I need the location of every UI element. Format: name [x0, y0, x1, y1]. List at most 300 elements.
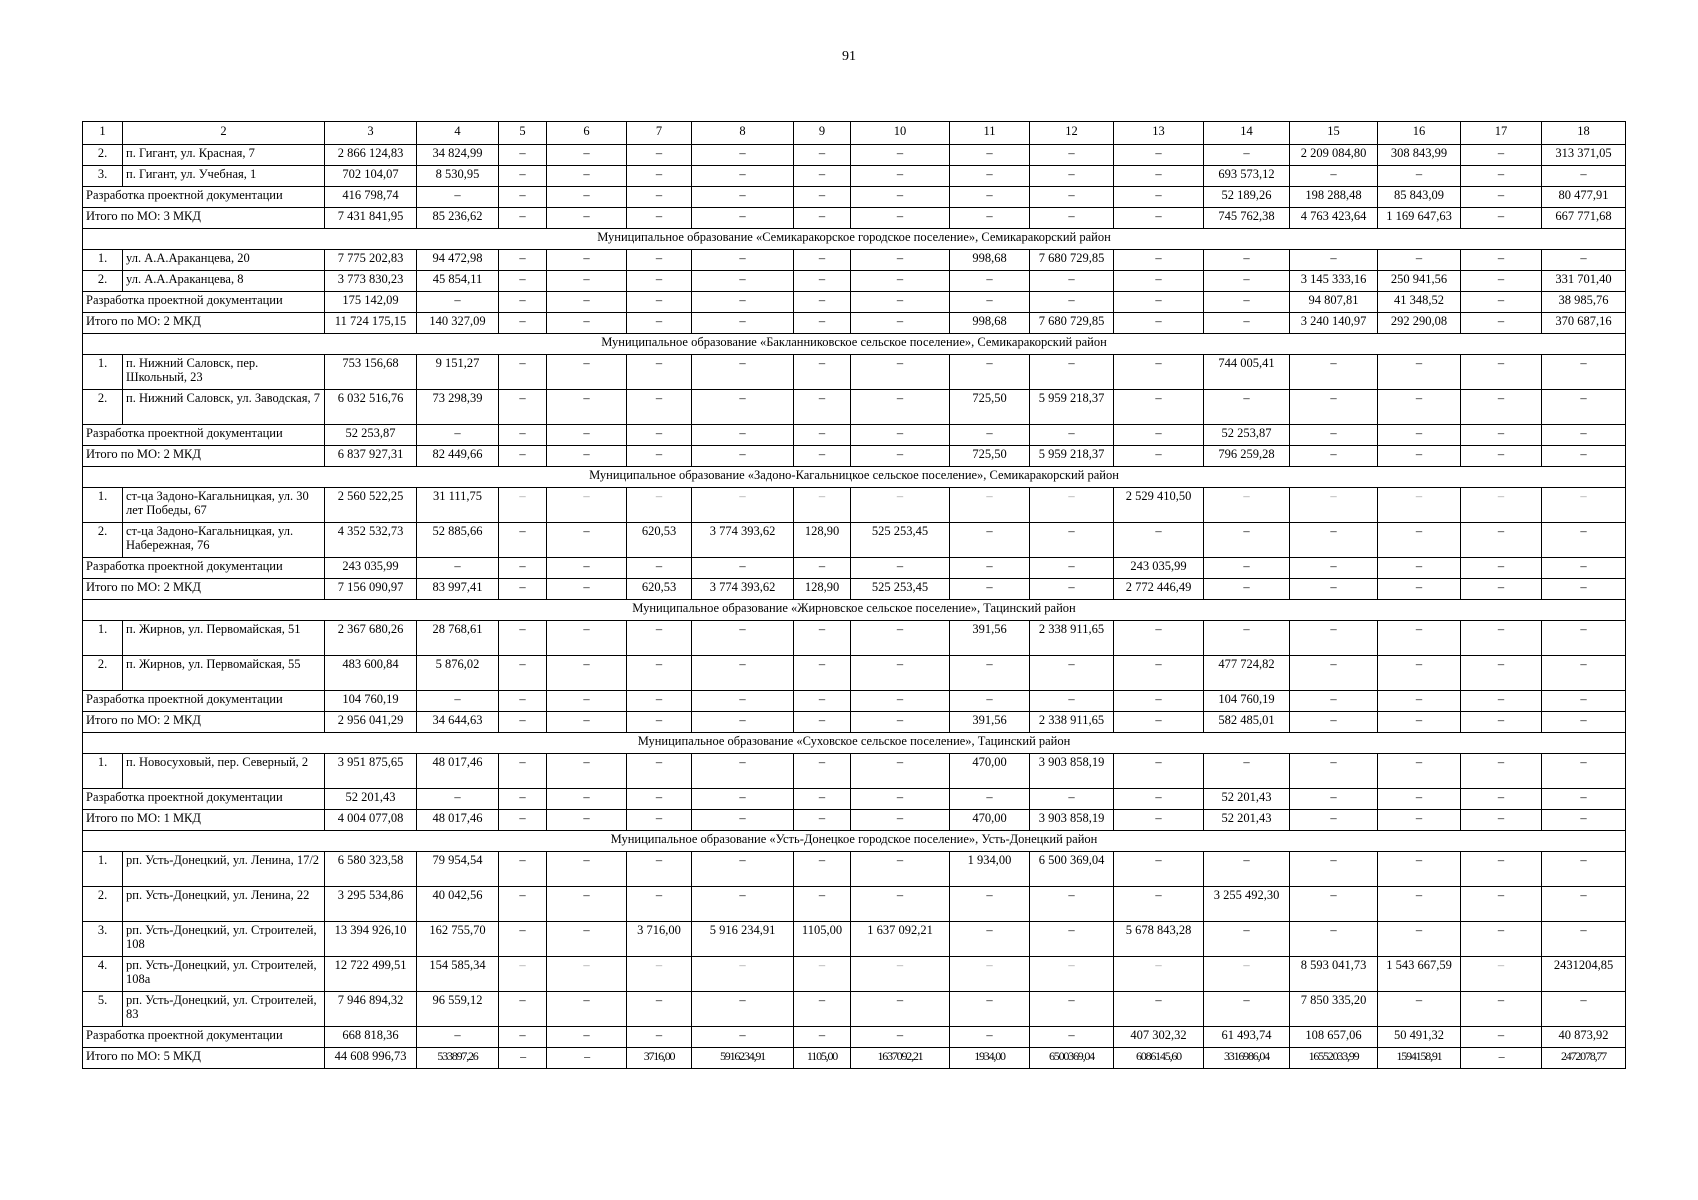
value-cell: –	[499, 355, 547, 390]
row-number: 1.	[83, 488, 123, 523]
value-cell: –	[950, 558, 1030, 579]
value-cell: –	[1290, 166, 1378, 187]
value-cell: –	[851, 656, 950, 691]
row-number: 3.	[83, 922, 123, 957]
value-cell: –	[851, 558, 950, 579]
municipality-title: Муниципальное образование «Жирновское сельское поселение», Тацинский район	[83, 600, 1626, 621]
value-cell: –	[794, 992, 851, 1027]
value-cell: –	[692, 145, 794, 166]
value-cell: –	[547, 271, 627, 292]
value-cell: 7 680 729,85	[1030, 250, 1114, 271]
value-cell: –	[1542, 446, 1626, 467]
value-cell: 620,53	[627, 523, 692, 558]
value-cell: –	[794, 488, 851, 523]
value-cell: 3 951 875,65	[325, 754, 417, 789]
value-cell: –	[1542, 712, 1626, 733]
value-cell: 2 367 680,26	[325, 621, 417, 656]
value-cell: –	[794, 810, 851, 831]
row-number: 2.	[83, 656, 123, 691]
value-cell: 2 956 041,29	[325, 712, 417, 733]
row-number: 2.	[83, 145, 123, 166]
value-cell: –	[950, 656, 1030, 691]
value-cell: –	[499, 313, 547, 334]
value-cell: –	[499, 390, 547, 425]
value-cell: 16552033,99	[1290, 1048, 1378, 1069]
value-cell: 85 236,62	[417, 208, 499, 229]
value-cell: –	[794, 957, 851, 992]
summary-row	[83, 425, 1626, 446]
value-cell: –	[950, 523, 1030, 558]
value-cell: 50 491,32	[1378, 1027, 1461, 1048]
column-number: 6	[547, 122, 627, 145]
value-cell: 525 253,45	[851, 523, 950, 558]
value-cell: –	[1542, 390, 1626, 425]
value-cell: –	[1378, 446, 1461, 467]
column-number: 1	[83, 122, 123, 145]
summary-label: Разработка проектной документации	[83, 789, 325, 810]
value-cell: –	[692, 292, 794, 313]
value-cell: –	[1114, 523, 1204, 558]
value-cell: –	[417, 558, 499, 579]
value-cell: 243 035,99	[1114, 558, 1204, 579]
value-cell: 44 608 996,73	[325, 1048, 417, 1069]
value-cell: 2431204,85	[1542, 957, 1626, 992]
value-cell: –	[1290, 621, 1378, 656]
building-address: ст-ца Задоно-Кагальницкая, ул. Набережная, 76	[123, 523, 325, 558]
building-address: п. Жирнов, ул. Первомайская, 51	[123, 621, 325, 656]
value-cell: 1 934,00	[950, 852, 1030, 887]
value-cell: –	[627, 810, 692, 831]
value-cell: –	[1204, 621, 1290, 656]
value-cell: –	[499, 852, 547, 887]
value-cell: –	[1542, 558, 1626, 579]
value-cell: –	[1461, 789, 1542, 810]
row-number: 2.	[83, 523, 123, 558]
value-cell: –	[851, 992, 950, 1027]
value-cell: –	[692, 691, 794, 712]
value-cell: –	[1461, 390, 1542, 425]
table-row	[83, 250, 1626, 271]
value-cell: 52 253,87	[1204, 425, 1290, 446]
value-cell: –	[627, 425, 692, 446]
value-cell: –	[1114, 208, 1204, 229]
value-cell: 582 485,01	[1204, 712, 1290, 733]
value-cell: 998,68	[950, 250, 1030, 271]
value-cell: –	[950, 579, 1030, 600]
value-cell: –	[547, 208, 627, 229]
value-cell: 13 394 926,10	[325, 922, 417, 957]
value-cell: 3316986,04	[1204, 1048, 1290, 1069]
value-cell: 998,68	[950, 313, 1030, 334]
value-cell: –	[1114, 754, 1204, 789]
value-cell: 7 431 841,95	[325, 208, 417, 229]
value-cell: –	[1030, 992, 1114, 1027]
value-cell: –	[851, 957, 950, 992]
value-cell: –	[417, 691, 499, 712]
value-cell: –	[851, 292, 950, 313]
value-cell: –	[1542, 789, 1626, 810]
value-cell: 533897,26	[417, 1048, 499, 1069]
column-number: 3	[325, 122, 417, 145]
value-cell: –	[1204, 957, 1290, 992]
value-cell: –	[1378, 621, 1461, 656]
value-cell: 3 255 492,30	[1204, 887, 1290, 922]
value-cell: 5 876,02	[417, 656, 499, 691]
value-cell: –	[627, 621, 692, 656]
value-cell: –	[1204, 145, 1290, 166]
building-address: рп. Усть-Донецкий, ул. Строителей, 83	[123, 992, 325, 1027]
value-cell: –	[499, 754, 547, 789]
value-cell: –	[692, 852, 794, 887]
value-cell: 61 493,74	[1204, 1027, 1290, 1048]
table-row	[83, 922, 1626, 957]
value-cell: –	[1114, 187, 1204, 208]
value-cell: –	[851, 1027, 950, 1048]
value-cell: –	[950, 789, 1030, 810]
value-cell: 2 209 084,80	[1290, 145, 1378, 166]
value-cell: –	[627, 712, 692, 733]
summary-row	[83, 187, 1626, 208]
summary-row	[83, 1027, 1626, 1048]
value-cell: –	[1378, 390, 1461, 425]
value-cell: –	[794, 187, 851, 208]
value-cell: –	[1542, 523, 1626, 558]
value-cell: –	[1290, 250, 1378, 271]
value-cell: 3 774 393,62	[692, 579, 794, 600]
value-cell: –	[851, 208, 950, 229]
value-cell: –	[692, 957, 794, 992]
value-cell: –	[499, 887, 547, 922]
value-cell: 128,90	[794, 523, 851, 558]
value-cell: –	[1542, 656, 1626, 691]
value-cell: –	[547, 852, 627, 887]
summary-label: Разработка проектной документации	[83, 558, 325, 579]
value-cell: 331 701,40	[1542, 271, 1626, 292]
value-cell: 104 760,19	[325, 691, 417, 712]
value-cell: –	[692, 712, 794, 733]
value-cell: –	[1542, 852, 1626, 887]
value-cell: –	[1290, 656, 1378, 691]
summary-label: Итого по МО: 2 МКД	[83, 446, 325, 467]
column-number-row	[83, 122, 1626, 145]
value-cell: 407 302,32	[1114, 1027, 1204, 1048]
value-cell: 5 959 218,37	[1030, 390, 1114, 425]
value-cell: 108 657,06	[1290, 1027, 1378, 1048]
value-cell: 470,00	[950, 754, 1030, 789]
value-cell: –	[627, 187, 692, 208]
value-cell: –	[950, 271, 1030, 292]
value-cell: –	[499, 446, 547, 467]
summary-label: Итого по МО: 3 МКД	[83, 208, 325, 229]
value-cell: –	[692, 754, 794, 789]
value-cell: –	[950, 425, 1030, 446]
value-cell: 416 798,74	[325, 187, 417, 208]
value-cell: –	[1030, 1027, 1114, 1048]
value-cell: 313 371,05	[1542, 145, 1626, 166]
value-cell: 80 477,91	[1542, 187, 1626, 208]
value-cell: 4 004 077,08	[325, 810, 417, 831]
value-cell: –	[1461, 523, 1542, 558]
value-cell: 38 985,76	[1542, 292, 1626, 313]
value-cell: –	[499, 271, 547, 292]
column-number: 18	[1542, 122, 1626, 145]
value-cell: –	[1461, 1048, 1542, 1069]
value-cell: –	[794, 355, 851, 390]
value-cell: –	[1461, 355, 1542, 390]
value-cell: –	[1461, 957, 1542, 992]
value-cell: 48 017,46	[417, 754, 499, 789]
value-cell: –	[1378, 712, 1461, 733]
value-cell: –	[1030, 166, 1114, 187]
value-cell: –	[1461, 992, 1542, 1027]
value-cell: –	[547, 922, 627, 957]
value-cell: –	[851, 145, 950, 166]
value-cell: –	[499, 712, 547, 733]
summary-label: Итого по МО: 2 МКД	[83, 313, 325, 334]
value-cell: –	[547, 957, 627, 992]
value-cell: 477 724,82	[1204, 656, 1290, 691]
value-cell: –	[547, 1027, 627, 1048]
value-cell: 96 559,12	[417, 992, 499, 1027]
value-cell: 83 997,41	[417, 579, 499, 600]
value-cell: –	[547, 166, 627, 187]
value-cell: –	[950, 187, 1030, 208]
value-cell: –	[499, 292, 547, 313]
value-cell: 744 005,41	[1204, 355, 1290, 390]
value-cell: 6 580 323,58	[325, 852, 417, 887]
value-cell: 85 843,09	[1378, 187, 1461, 208]
value-cell: 292 290,08	[1378, 313, 1461, 334]
value-cell: –	[1378, 355, 1461, 390]
value-cell: 308 843,99	[1378, 145, 1461, 166]
value-cell: –	[950, 355, 1030, 390]
column-number: 14	[1204, 122, 1290, 145]
value-cell: 668 818,36	[325, 1027, 417, 1048]
value-cell: –	[627, 313, 692, 334]
value-cell: –	[1290, 488, 1378, 523]
value-cell: –	[547, 488, 627, 523]
value-cell: 40 042,56	[417, 887, 499, 922]
value-cell: 6086145,60	[1114, 1048, 1204, 1069]
value-cell: 1 543 667,59	[1378, 957, 1461, 992]
table-row	[83, 754, 1626, 789]
value-cell: –	[692, 313, 794, 334]
value-cell: –	[1204, 271, 1290, 292]
value-cell: –	[1542, 425, 1626, 446]
value-cell: –	[851, 488, 950, 523]
value-cell: –	[1461, 579, 1542, 600]
value-cell: –	[627, 208, 692, 229]
value-cell: –	[1542, 166, 1626, 187]
value-cell: –	[627, 852, 692, 887]
value-cell: –	[1030, 208, 1114, 229]
value-cell: –	[1461, 656, 1542, 691]
summary-label: Разработка проектной документации	[83, 425, 325, 446]
summary-row	[83, 1048, 1626, 1069]
value-cell: –	[499, 208, 547, 229]
value-cell: –	[627, 488, 692, 523]
value-cell: –	[794, 313, 851, 334]
summary-row	[83, 579, 1626, 600]
value-cell: –	[1114, 145, 1204, 166]
value-cell: –	[1378, 488, 1461, 523]
building-address: ст-ца Задоно-Кагальницкая, ул. 30 лет Победы, 67	[123, 488, 325, 523]
value-cell: –	[692, 488, 794, 523]
value-cell: –	[1542, 488, 1626, 523]
value-cell: –	[692, 558, 794, 579]
value-cell: –	[1290, 425, 1378, 446]
value-cell: 7 775 202,83	[325, 250, 417, 271]
value-cell: –	[1542, 250, 1626, 271]
value-cell: –	[692, 810, 794, 831]
value-cell: –	[627, 691, 692, 712]
column-number: 5	[499, 122, 547, 145]
value-cell: –	[851, 621, 950, 656]
value-cell: –	[1030, 488, 1114, 523]
value-cell: 6 837 927,31	[325, 446, 417, 467]
value-cell: –	[1030, 187, 1114, 208]
value-cell: –	[1030, 887, 1114, 922]
table-row	[83, 145, 1626, 166]
value-cell: 5 678 843,28	[1114, 922, 1204, 957]
value-cell: –	[1204, 558, 1290, 579]
value-cell: –	[499, 250, 547, 271]
value-cell: –	[1290, 355, 1378, 390]
value-cell: –	[1030, 271, 1114, 292]
value-cell: –	[851, 250, 950, 271]
value-cell: –	[499, 1048, 547, 1069]
value-cell: –	[547, 992, 627, 1027]
value-cell: –	[851, 712, 950, 733]
value-cell: –	[794, 621, 851, 656]
section-header-row	[83, 467, 1626, 488]
value-cell: –	[1030, 789, 1114, 810]
value-cell: –	[1030, 656, 1114, 691]
value-cell: –	[1204, 523, 1290, 558]
building-address: п. Гигант, ул. Учебная, 1	[123, 166, 325, 187]
value-cell: 370 687,16	[1542, 313, 1626, 334]
value-cell: –	[1114, 656, 1204, 691]
value-cell: 693 573,12	[1204, 166, 1290, 187]
value-cell: –	[547, 292, 627, 313]
value-cell: 3716,00	[627, 1048, 692, 1069]
value-cell: –	[851, 390, 950, 425]
value-cell: –	[1378, 166, 1461, 187]
building-address: рп. Усть-Донецкий, ул. Ленина, 17/2	[123, 852, 325, 887]
value-cell: 3 295 534,86	[325, 887, 417, 922]
value-cell: –	[1461, 922, 1542, 957]
table-row	[83, 355, 1626, 390]
value-cell: –	[627, 271, 692, 292]
column-number: 9	[794, 122, 851, 145]
value-cell: –	[627, 145, 692, 166]
value-cell: 45 854,11	[417, 271, 499, 292]
value-cell: 1594158,91	[1378, 1048, 1461, 1069]
value-cell: 198 288,48	[1290, 187, 1378, 208]
value-cell: 6500369,04	[1030, 1048, 1114, 1069]
value-cell: –	[1290, 712, 1378, 733]
value-cell: 620,53	[627, 579, 692, 600]
value-cell: –	[1290, 523, 1378, 558]
value-cell: 1934,00	[950, 1048, 1030, 1069]
value-cell: 753 156,68	[325, 355, 417, 390]
value-cell: –	[950, 145, 1030, 166]
page-number: 91	[842, 49, 856, 64]
value-cell: 1 637 092,21	[851, 922, 950, 957]
value-cell: –	[851, 754, 950, 789]
value-cell: –	[1378, 579, 1461, 600]
value-cell: –	[1542, 691, 1626, 712]
summary-row	[83, 292, 1626, 313]
value-cell: –	[627, 250, 692, 271]
value-cell: –	[417, 789, 499, 810]
value-cell: –	[1114, 887, 1204, 922]
value-cell: –	[627, 1027, 692, 1048]
value-cell: 7 946 894,32	[325, 992, 417, 1027]
building-address: п. Нижний Саловск, ул. Заводская, 7	[123, 390, 325, 425]
value-cell: 52 189,26	[1204, 187, 1290, 208]
value-cell: –	[1461, 810, 1542, 831]
value-cell: –	[1461, 754, 1542, 789]
value-cell: –	[499, 166, 547, 187]
value-cell: 94 472,98	[417, 250, 499, 271]
summary-label: Разработка проектной документации	[83, 691, 325, 712]
value-cell: –	[1204, 292, 1290, 313]
value-cell: 3 240 140,97	[1290, 313, 1378, 334]
value-cell: –	[1461, 166, 1542, 187]
value-cell: 3 903 858,19	[1030, 754, 1114, 789]
summary-row	[83, 558, 1626, 579]
value-cell: –	[547, 355, 627, 390]
value-cell: –	[1204, 313, 1290, 334]
building-address: п. Гигант, ул. Красная, 7	[123, 145, 325, 166]
value-cell: 1105,00	[794, 1048, 851, 1069]
value-cell: 140 327,09	[417, 313, 499, 334]
value-cell: –	[1114, 992, 1204, 1027]
value-cell: –	[1290, 558, 1378, 579]
value-cell: –	[1378, 250, 1461, 271]
column-number: 16	[1378, 122, 1461, 145]
row-number: 2.	[83, 887, 123, 922]
table-row	[83, 887, 1626, 922]
value-cell: –	[794, 656, 851, 691]
value-cell: –	[851, 852, 950, 887]
value-cell: –	[547, 579, 627, 600]
building-address: п. Жирнов, ул. Первомайская, 55	[123, 656, 325, 691]
value-cell: 2 772 446,49	[1114, 579, 1204, 600]
value-cell: –	[499, 810, 547, 831]
value-cell: –	[794, 558, 851, 579]
value-cell: –	[950, 166, 1030, 187]
value-cell: –	[1461, 187, 1542, 208]
value-cell: 2472078,77	[1542, 1048, 1626, 1069]
value-cell: –	[499, 957, 547, 992]
value-cell: –	[547, 656, 627, 691]
value-cell: –	[417, 292, 499, 313]
value-cell: 250 941,56	[1378, 271, 1461, 292]
value-cell: –	[547, 1048, 627, 1069]
value-cell: 48 017,46	[417, 810, 499, 831]
value-cell: –	[794, 446, 851, 467]
row-number: 4.	[83, 957, 123, 992]
value-cell: –	[1030, 579, 1114, 600]
value-cell: 73 298,39	[417, 390, 499, 425]
value-cell: –	[950, 691, 1030, 712]
value-cell: –	[1030, 145, 1114, 166]
value-cell: –	[1378, 425, 1461, 446]
table-row	[83, 488, 1626, 523]
summary-label: Итого по МО: 2 МКД	[83, 579, 325, 600]
